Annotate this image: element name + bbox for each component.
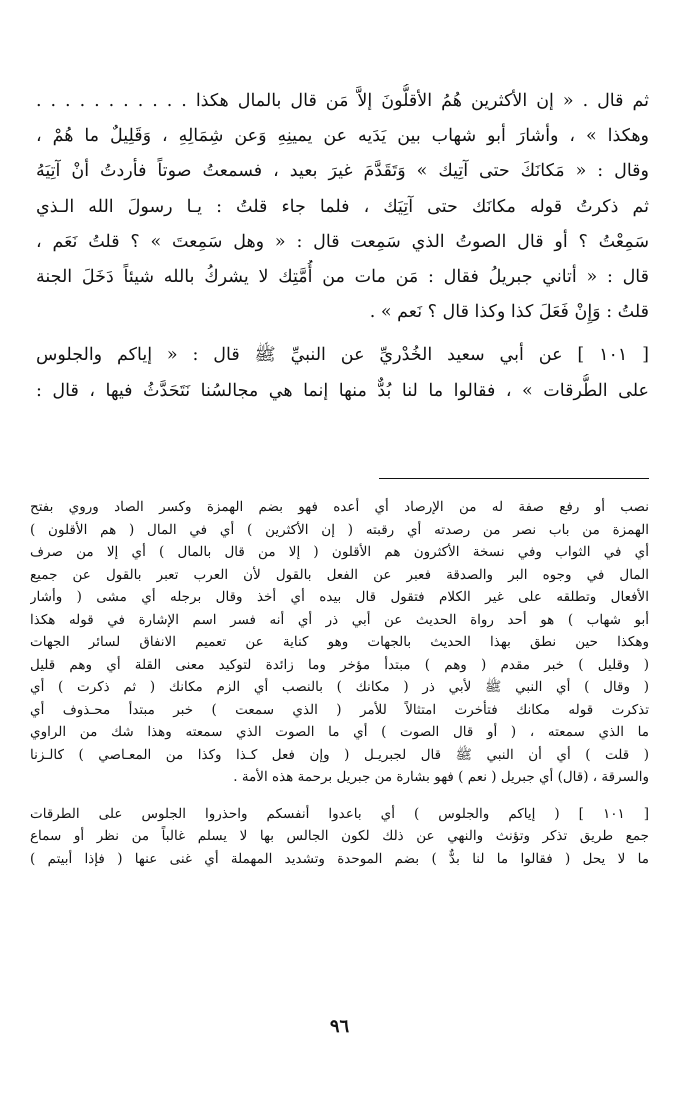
note-line: ما لا يحل ( فقالوا ما لنا بدٌّ ) بضم الموحدة وتشديد المهملة أي غنى عنها ( فإذا أبيتم ) [30,850,649,867]
note-line: تذكرت قوله مكانك فتأخرت امتثالاً للأمر ( الذي سمعت ) خبر مبتدأ محـذوف أي [30,701,649,718]
note-line: أبو شهاب ) هو أحد رواة الحديث عن أبي ذر أي أنه فسر اسم الإشارة في قوله هكذا [30,611,649,628]
note-line: الأفعال وتطلقه على غير الكلام فتقول قال بيده أي أخذ وقال برجله أي مشى ( وأشار [30,589,649,605]
main-line: وهكذا » ، وأشارَ أبو شهاب بين يَدَيه عن يمينِهِ وَعن شِمَالِهِ ، وَقَلِيلٌ ما هُمْ ، [36,126,649,147]
main-line: ثم ذكرتُ قوله مكانَك حتى آتِيَك ، فلما جاء قلتُ : يـا رسولَ الله الـذي [36,196,649,217]
note-line: أي في الثواب وفي نسخة الأكثرون هم الأقلون ( إلا من قال بالمال ) أي إلا من صرف [30,544,649,560]
commentary-notes [30,496,649,870]
main-line: سَمِعْتُ ؟ أو قال الصوتُ الذي سَمِعت قال : « وهل سَمِعتَ » ؟ قلتُ نَعَم ، [36,231,649,252]
hadith-101-line: [ ١٠١ ] عن أبي سعيد الخُدْريِّ عن النبيِّ ﷺ قال : « إياكم والجلوس [36,345,649,366]
note-line: وهكذا حين نطق بهذا الحديث بالجهات وهو كناية عن تعميم الانفاق لسائر الجهات [30,634,649,650]
note-line: ما الذي سمعته ، ( أو قال الصوت ) أي ما الصوت الذي سمعته وهذا شك من الراوي [30,724,649,740]
main-line: على الطُّرقات » ، فقالوا ما لنا بُدٌّ منها إنما هي مجالسُنا نَتَحَدَّثُ فيها ، قال : [36,380,649,401]
note-line: ( وقال ) أي النبي ﷺ لأبي ذر ( مكانك ) بالنصب أي الزم مكانك ( ثم ذكرت ) أي [30,679,649,695]
main-text-body [36,84,649,409]
note-line: الهمزة من باب نصر من رصدته أي رقبته ( إن الأكثرين ) أي في المال ( هم الأقلون ) [30,521,649,538]
main-line: ثم قال . « إن الأكثرين هُمُ الأقلُّونَ إلاَّ مَن قال بالمال هكذا . . . . . . . . . . . [36,91,649,111]
note-line: ( وقليل ) خبر مقدم ( وهم ) مبتدأ مؤخر وما زائدة لتوكيد معنى القلة أي وهم قليل [30,656,649,673]
note-line: والسرقة ، (قال) أي جبريل ( نعم ) فهو بشارة من جبريل برحمة هذه الأمة . [233,769,649,785]
main-line: قلتُ : وَإِنْ فَعَلَ كذا وكذا قال ؟ نَعم » . [369,302,649,323]
note-line: جمع طريق تذكر وتؤنث والنهي عن ذلك لكون الجالس بها لا يسلم غالباً من نظر أو سماع [30,828,649,844]
note-line: المال في وجوه البر والصدقة فعبر عن الفعل بالقول لأن العرب تعبر بالقول عن جميع [30,566,649,583]
page-number: ٩٦ [329,1016,350,1037]
note-line: ( قلت ) أي أن النبي ﷺ قال لجبريـل ( وإن فعل كـذا وكذا من المعـاصي ) كالـزنا [30,746,649,763]
footnote-separator [379,478,649,479]
note-line: نصب أو رفع صفة له من الإرصاد أي أعده فهو بضم الهمزة وكسر الصاد وروي بفتح [30,499,649,515]
main-line: قال : « أتاني جبريلُ فقال : مَن مات من أُمَّتِك لا يشركُ بالله شيئاً دَخَلَ الجنة [36,266,649,287]
note-line-101: [ ١٠١ ] ( إياكم والجلوس ) أي باعدوا أنفسكم واحذروا الجلوس على الطرقات [30,805,649,822]
main-line: وقال : « مَكانَكَ حتى آتِيك » وَتَقَدَّمَ غيرَ بعيد ، فسمعتُ صوتاً فأردتُ أنْ آتِيَهُ [36,161,649,182]
